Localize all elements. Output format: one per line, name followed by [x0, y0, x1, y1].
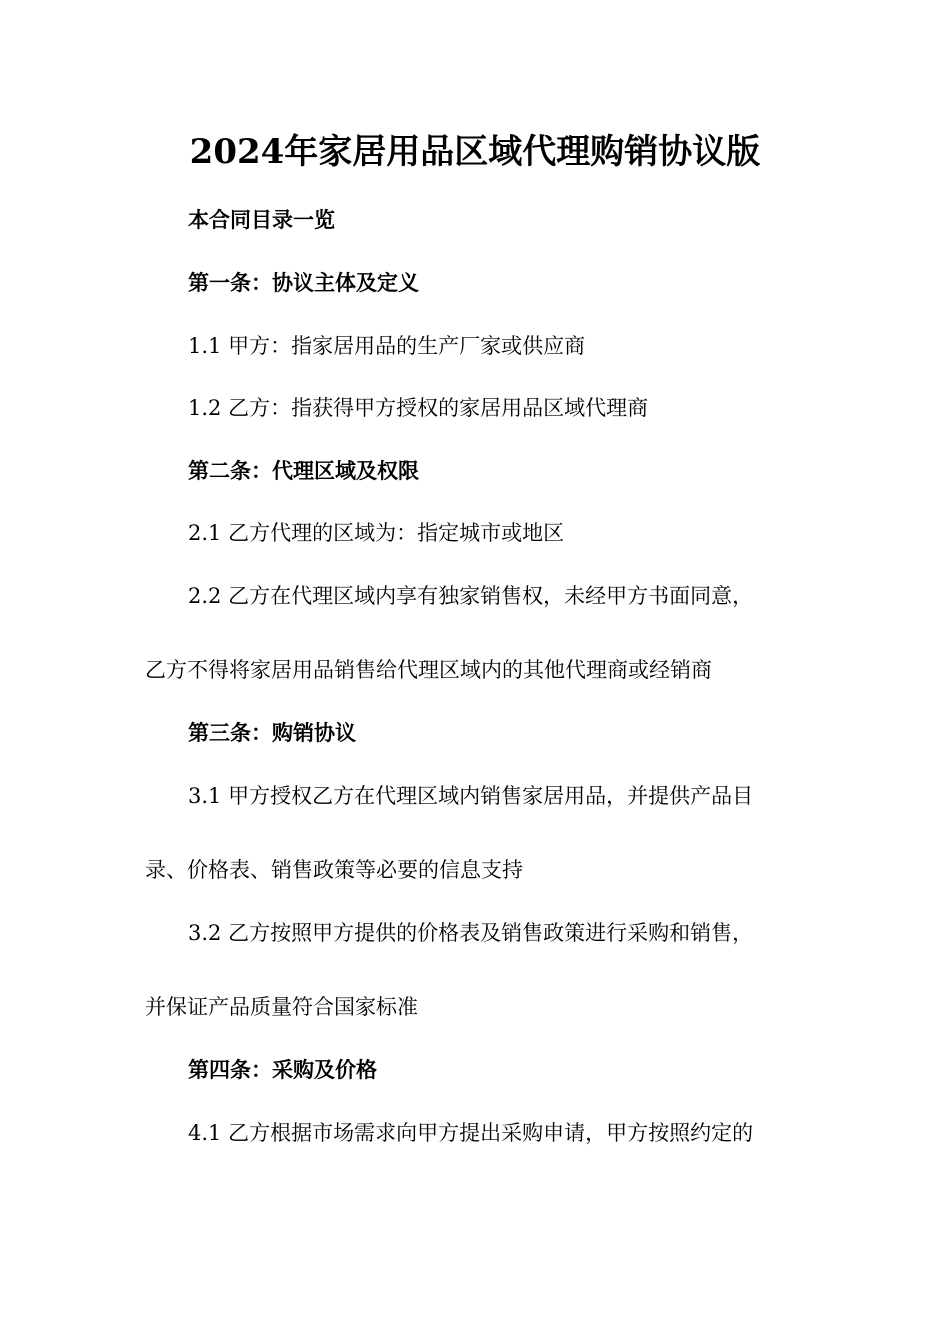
article-1-heading: 第一条：协议主体及定义: [188, 270, 419, 295]
toc-heading: 本合同目录一览: [188, 207, 335, 232]
article-3-heading: 第三条：购销协议: [188, 720, 356, 745]
clause-3-2-line-1: 3.2 乙方按照甲方提供的价格表及销售政策进行采购和销售，: [188, 921, 754, 945]
article-2-heading: 第二条：代理区域及权限: [188, 458, 419, 483]
document-title: 2024年家居用品区域代理购销协议版: [189, 132, 761, 172]
article-4-heading: 第四条：采购及价格: [188, 1057, 377, 1082]
clause-2-1: 2.1 乙方代理的区域为：指定城市或地区: [188, 521, 565, 545]
clause-3-1-line-2: 录、价格表、销售政策等必要的信息支持: [145, 858, 523, 882]
clause-2-2-line-2: 乙方不得将家居用品销售给代理区域内的其他代理商或经销商: [145, 658, 712, 682]
clause-2-2-line-1: 2.2 乙方在代理区域内享有独家销售权，未经甲方书面同意，: [188, 584, 754, 608]
clause-1-2: 1.2 乙方：指获得甲方授权的家居用品区域代理商: [188, 396, 649, 420]
clause-1-1: 1.1 甲方：指家居用品的生产厂家或供应商: [188, 334, 586, 358]
clause-3-1-line-1: 3.1 甲方授权乙方在代理区域内销售家居用品，并提供产品目: [188, 784, 754, 808]
clause-4-1-line-1: 4.1 乙方根据市场需求向甲方提出采购申请，甲方按照约定的: [188, 1121, 754, 1145]
clause-3-2-line-2: 并保证产品质量符合国家标准: [145, 995, 418, 1019]
